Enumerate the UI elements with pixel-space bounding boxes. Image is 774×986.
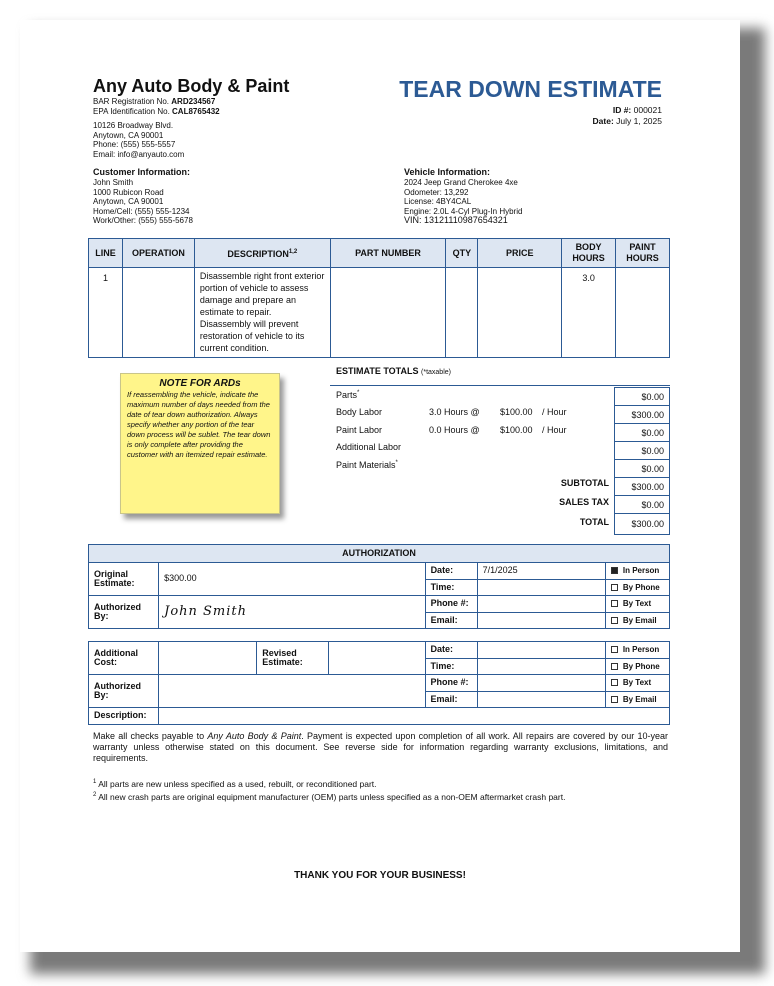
table-header-row [89, 239, 670, 268]
auth2-time-value[interactable] [477, 658, 605, 675]
document-meta [593, 105, 662, 127]
auth2-time-label: Time: [425, 658, 477, 675]
customer-info [93, 167, 193, 226]
taxable-note: (*taxable) [421, 369, 451, 376]
id-label: ID #: [612, 105, 632, 115]
row-description: Disassemble right front exterior portion of vehicle to assess damage and prepare an estimate to repair. Disassembly will prevent restoration of vehicle to its current condition. [194, 268, 330, 358]
opt-in-person[interactable] [605, 563, 669, 580]
total-label: TOTAL [579, 517, 609, 527]
table-row [89, 268, 670, 358]
description-value[interactable] [159, 708, 670, 725]
sticky-note [120, 373, 280, 514]
col-operation: OPERATION [122, 239, 194, 268]
row-body-hours: 3.0 [562, 268, 616, 358]
original-estimate-label: Original Estimate: [89, 563, 159, 596]
additional-authorization-table [88, 641, 670, 725]
opt2-by-phone-label: By Phone [622, 661, 660, 671]
sales-tax-value: $0.00 [615, 496, 669, 514]
auth-time-label: Time: [425, 579, 477, 596]
row-paint-hours [616, 268, 670, 358]
additional-cost-label: Additional Cost: [89, 642, 159, 675]
body-labor-rate: $100.00 [500, 407, 533, 417]
body-labor-label: Body Labor [336, 407, 383, 417]
opt-in-person-label: In Person [622, 566, 660, 575]
footnote-2 [93, 790, 565, 803]
opt2-by-text[interactable] [605, 675, 669, 692]
authorized-by-signature[interactable] [159, 596, 425, 629]
company-email: Email: info@anyauto.com [93, 149, 185, 159]
payment-terms [93, 731, 668, 764]
company-address-line1: 10126 Broadway Blvd. [93, 121, 174, 130]
vehicle-model: 2024 Jeep Grand Cherokee 4xe [404, 178, 518, 187]
col-description [194, 239, 330, 268]
line-items-table [88, 238, 670, 358]
totals-total-row [336, 517, 614, 534]
paint-labor-label: Paint Labor [336, 425, 383, 435]
revised-estimate-value[interactable] [329, 642, 425, 675]
row-line: 1 [89, 268, 123, 358]
footnote-1-text: All parts are new unless specified as a used, rebuilt, or reconditioned part. [96, 778, 377, 789]
company-address [93, 121, 184, 159]
checkbox-icon[interactable] [611, 646, 618, 653]
vehicle-odometer: Odometer: 13,292 [404, 187, 469, 197]
auth2-email-value[interactable] [477, 691, 605, 708]
col-body-hours-l1: BODY [575, 242, 602, 252]
auth-phone-value[interactable] [477, 596, 605, 613]
terms-company: Any Auto Body & Paint [207, 731, 302, 741]
customer-address2: Anytown, CA 90001 [93, 197, 164, 206]
row-operation [122, 268, 194, 358]
paint-materials-value: $0.00 [615, 460, 669, 478]
bar-value: ARD234567 [171, 97, 216, 106]
footnote-1 [93, 777, 565, 790]
opt-by-email-label: By Email [622, 615, 657, 625]
paint-materials-star: * [395, 460, 398, 466]
customer-address1: 1000 Rubicon Road [93, 187, 164, 197]
vehicle-vin: VIN: 13121110987654321 [404, 215, 508, 225]
col-body-hours-l2: HOURS [572, 253, 605, 263]
additional-labor-label: Additional Labor [336, 442, 402, 452]
footnote-2-text: All new crash parts are original equipment manufacturer (OEM) parts unless specified as a non-OEM aftermarket crash part. [96, 791, 566, 802]
document-page [20, 20, 740, 952]
subtotal-label: SUBTOTAL [560, 478, 609, 488]
auth2-date-label: Date: [425, 642, 477, 659]
totals-additional-labor-row [336, 442, 616, 459]
parts-value: $0.00 [615, 388, 669, 406]
paint-labor-hours: 0.0 Hours @ [429, 425, 480, 435]
checkbox-checked-icon[interactable] [611, 567, 618, 574]
company-address-line2: Anytown, CA 90001 [93, 130, 164, 140]
opt2-by-phone[interactable] [605, 658, 669, 675]
paint-labor-rate: $100.00 [500, 425, 533, 435]
authorized-by-2-label: Authorized By: [89, 675, 159, 708]
vehicle-heading: Vehicle Information: [404, 167, 491, 177]
body-labor-hours: 3.0 Hours @ [429, 407, 480, 417]
col-part-number: PART NUMBER [330, 239, 446, 268]
col-description-sup: 1,2 [288, 248, 298, 255]
total-value: $300.00 [631, 519, 664, 529]
company-name: Any Auto Body & Paint [93, 76, 290, 96]
checkbox-icon[interactable] [611, 584, 618, 591]
note-body: If reassembling the vehicle, indicate the maximum number of days needed from the date of tear down authorization. Always specify whether any portion of the tear down process will be sublet. The tear down is only complete after providing the customer with an itemized repair estimate. [127, 390, 271, 459]
additional-cost-value[interactable] [159, 642, 257, 675]
opt2-in-person-label: In Person [622, 645, 660, 654]
terms-rest: . Payment is expected upon completion of all work. All repairs are covered by our 10-year warranty unless otherwise stated on this document. See reverse side for information regarding warranty exclusions, limitations, and requirements. [93, 731, 668, 763]
parts-label [336, 390, 359, 400]
col-body-hours [562, 239, 616, 268]
auth-date-label: Date: [425, 563, 477, 580]
customer-name: John Smith [93, 178, 134, 187]
company-phone: Phone: (555) 555-5557 [93, 140, 176, 149]
opt-by-text[interactable] [605, 596, 669, 613]
totals-subtotal-row [336, 478, 614, 495]
footnotes [93, 777, 565, 803]
date-label: Date: [592, 116, 614, 126]
totals-title [336, 366, 451, 376]
auth2-date-value[interactable] [477, 642, 605, 659]
auth-email-value[interactable] [477, 612, 605, 629]
paint-labor-unit: / Hour [542, 425, 567, 435]
col-paint-hours [616, 239, 670, 268]
customer-heading: Customer Information: [93, 167, 191, 177]
description-label: Description: [89, 708, 159, 725]
id-value: 000021 [633, 105, 662, 115]
auth-date-value[interactable]: 7/1/2025 [477, 563, 605, 580]
opt2-by-email-label: By Email [622, 694, 657, 704]
col-description-label: DESCRIPTION [227, 248, 289, 259]
checkbox-icon[interactable] [611, 617, 618, 624]
auth-phone-label: Phone #: [425, 596, 477, 613]
customer-home-phone: Home/Cell: (555) 555-1234 [93, 206, 190, 216]
authorization-table [88, 544, 670, 629]
authorization-heading: AUTHORIZATION [89, 545, 670, 563]
date-value: July 1, 2025 [616, 116, 662, 126]
totals-parts-row [336, 390, 616, 407]
auth2-phone-label: Phone #: [425, 675, 477, 692]
opt-by-phone[interactable] [605, 579, 669, 596]
sales-tax-label: SALES TAX [559, 497, 609, 507]
totals-body-labor-row [336, 407, 616, 424]
parts-label-text: Parts [336, 390, 358, 400]
subtotal-value: $300.00 [615, 478, 669, 496]
thank-you-message: THANK YOU FOR YOUR BUSINESS! [294, 870, 466, 881]
document-title: TEAR DOWN ESTIMATE [399, 76, 662, 102]
vehicle-engine: Engine: 2.0L 4-Cyl Plug-In Hybrid [404, 206, 523, 216]
checkbox-icon[interactable] [611, 663, 618, 670]
auth-email-label: Email: [425, 612, 477, 629]
row-price [478, 268, 562, 358]
paint-materials-text: Paint Materials [336, 460, 396, 470]
totals-values-box [614, 387, 670, 535]
checkbox-icon[interactable] [611, 600, 618, 607]
body-labor-value: $300.00 [615, 406, 669, 424]
additional-labor-value: $0.00 [615, 442, 669, 460]
totals-title-text: ESTIMATE TOTALS [336, 366, 419, 376]
opt-by-text-label: By Text [622, 599, 652, 608]
footnote-2-marker: 2 [93, 791, 97, 798]
original-estimate-value[interactable]: $300.00 [159, 563, 425, 596]
col-paint-hours-l2: HOURS [626, 253, 659, 263]
authorized-by-label: Authorized By: [89, 596, 159, 629]
terms-prefix: Make all checks payable to [93, 731, 208, 741]
opt-by-phone-label: By Phone [622, 582, 660, 592]
col-line: LINE [89, 239, 123, 268]
auth2-phone-value[interactable] [477, 675, 605, 692]
totals-paint-labor-row [336, 425, 616, 442]
opt2-in-person[interactable] [605, 642, 669, 659]
auth2-email-label: Email: [425, 691, 477, 708]
row-part-number [330, 268, 446, 358]
checkbox-icon[interactable] [611, 679, 618, 686]
opt2-by-email[interactable] [605, 691, 669, 708]
signature-text: John Smith [164, 603, 248, 619]
col-qty: QTY [446, 239, 478, 268]
col-price: PRICE [478, 239, 562, 268]
authorized-by-2-value[interactable] [159, 675, 425, 708]
totals-sales-tax-row [336, 497, 614, 514]
vehicle-license: License: 4BY4CAL [404, 197, 472, 206]
opt-by-email[interactable] [605, 612, 669, 629]
checkbox-icon[interactable] [611, 696, 618, 703]
body-labor-unit: / Hour [542, 407, 567, 417]
bar-label: BAR Registration No. [93, 97, 170, 106]
note-title: NOTE FOR ARDs [159, 378, 241, 389]
opt2-by-text-label: By Text [622, 678, 652, 687]
epa-label: EPA Identification No. [93, 106, 170, 116]
customer-work-phone: Work/Other: (555) 555-5678 [93, 216, 193, 225]
col-paint-hours-l1: PAINT [629, 242, 656, 252]
vehicle-info [404, 167, 522, 226]
epa-value: CAL8765432 [172, 106, 220, 116]
totals-divider [330, 385, 670, 386]
parts-star: * [357, 390, 360, 396]
company-registration [93, 97, 220, 116]
paint-materials-label [336, 460, 398, 470]
revised-estimate-label: Revised Estimate: [257, 642, 329, 675]
row-qty [446, 268, 478, 358]
footnote-1-marker: 1 [93, 779, 97, 785]
paint-labor-value: $0.00 [615, 424, 669, 442]
auth-time-value[interactable] [477, 579, 605, 596]
totals-paint-materials-row [336, 460, 616, 477]
